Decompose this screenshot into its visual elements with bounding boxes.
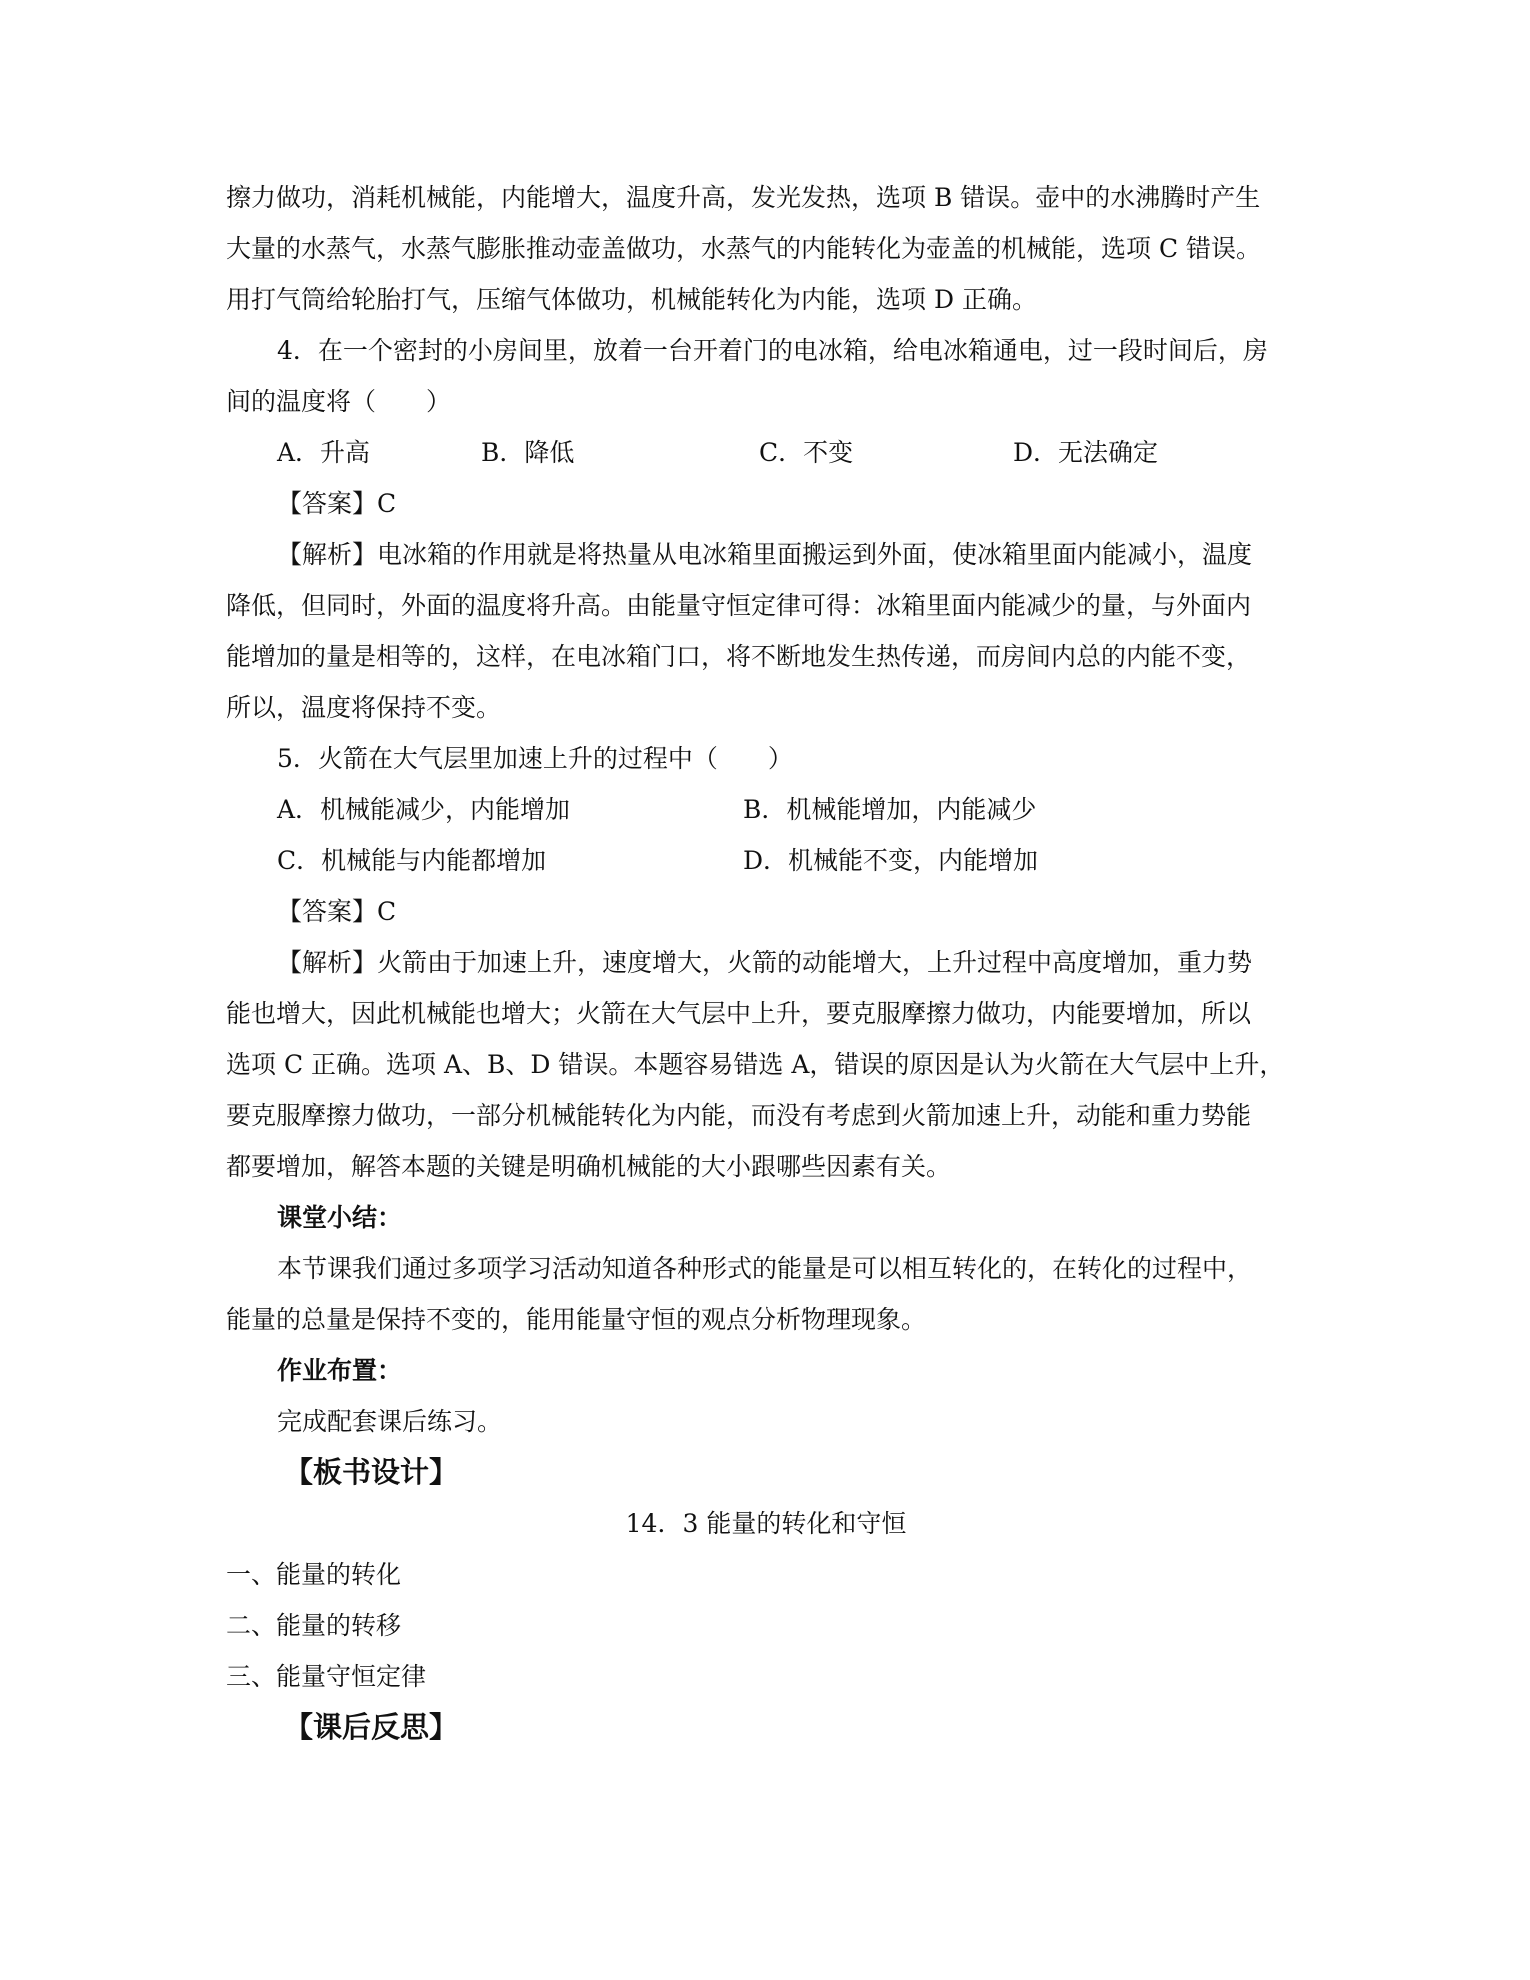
question-4-text: 间的温度将（ ） bbox=[226, 387, 452, 416]
q4-option-a: A．升高 bbox=[277, 438, 371, 467]
homework-heading: 作业布置： bbox=[277, 1356, 403, 1385]
q4-analysis: 降低，但同时，外面的温度将升高。由能量守恒定律可得：冰箱里面内能减少的量，与外面内 bbox=[226, 591, 1252, 620]
board-title: 14．3 能量的转化和守恒 bbox=[625, 1509, 907, 1538]
q4-analysis: 【解析】电冰箱的作用就是将热量从电冰箱里面搬运到外面，使冰箱里面内能减小，温度 bbox=[277, 540, 1253, 569]
q5-analysis: 【解析】火箭由于加速上升，速度增大，火箭的动能增大，上升过程中高度增加，重力势 bbox=[277, 948, 1253, 977]
reflection-heading: 【课后反思】 bbox=[284, 1710, 459, 1744]
q5-option-c: C．机械能与内能都增加 bbox=[277, 846, 547, 875]
q5-option-a: A．机械能减少，内能增加 bbox=[277, 795, 571, 824]
summary-text: 本节课我们通过多项学习活动知道各种形式的能量是可以相互转化的，在转化的过程中， bbox=[277, 1254, 1253, 1283]
q4-answer: 【答案】C bbox=[277, 489, 397, 518]
text-line: 大量的水蒸气，水蒸气膨胀推动壶盖做功，水蒸气的内能转化为壶盖的机械能，选项 C 错误。 bbox=[226, 234, 1262, 263]
question-5-text: 5．火箭在大气层里加速上升的过程中（ ） bbox=[277, 744, 793, 773]
board-item: 二、能量的转移 bbox=[226, 1611, 402, 1640]
summary-heading: 课堂小结： bbox=[277, 1203, 403, 1232]
q5-analysis: 都要增加，解答本题的关键是明确机械能的大小跟哪些因素有关。 bbox=[226, 1152, 952, 1181]
summary-text: 能量的总量是保持不变的，能用能量守恒的观点分析物理现象。 bbox=[226, 1305, 927, 1334]
q5-analysis: 要克服摩擦力做功，一部分机械能转化为内能，而没有考虑到火箭加速上升，动能和重力势能 bbox=[226, 1101, 1252, 1130]
question-4-text: 4．在一个密封的小房间里，放着一台开着门的电冰箱，给电冰箱通电，过一段时间后，房 bbox=[277, 336, 1268, 365]
q5-option-b: B．机械能增加，内能减少 bbox=[743, 795, 1037, 824]
board-item: 三、能量守恒定律 bbox=[226, 1662, 427, 1691]
board-item: 一、能量的转化 bbox=[226, 1560, 402, 1589]
text-line: 擦力做功，消耗机械能，内能增大，温度升高，发光发热，选项 B 错误。壶中的水沸腾时产生 bbox=[226, 183, 1261, 212]
q4-analysis: 能增加的量是相等的，这样，在电冰箱门口，将不断地发生热传递，而房间内总的内能不变， bbox=[226, 642, 1252, 671]
q4-option-c: C．不变 bbox=[759, 438, 854, 467]
q5-answer: 【答案】C bbox=[277, 897, 397, 926]
q5-analysis: 选项 C 正确。选项 A、B、D 错误。本题容易错选 A，错误的原因是认为火箭在大气层中上升， bbox=[226, 1050, 1285, 1079]
q4-analysis: 所以，温度将保持不变。 bbox=[226, 693, 502, 722]
text-line: 用打气筒给轮胎打气，压缩气体做功，机械能转化为内能，选项 D 正确。 bbox=[226, 285, 1037, 314]
board-design-heading: 【板书设计】 bbox=[284, 1455, 459, 1489]
homework-text: 完成配套课后练习。 bbox=[277, 1407, 503, 1436]
q5-analysis: 能也增大，因此机械能也增大；火箭在大气层中上升，要克服摩擦力做功，内能要增加，所以 bbox=[226, 999, 1252, 1028]
q5-option-d: D．机械能不变，内能增加 bbox=[743, 846, 1039, 875]
q4-option-b: B．降低 bbox=[481, 438, 575, 467]
q4-option-d: D．无法确定 bbox=[1013, 438, 1159, 467]
